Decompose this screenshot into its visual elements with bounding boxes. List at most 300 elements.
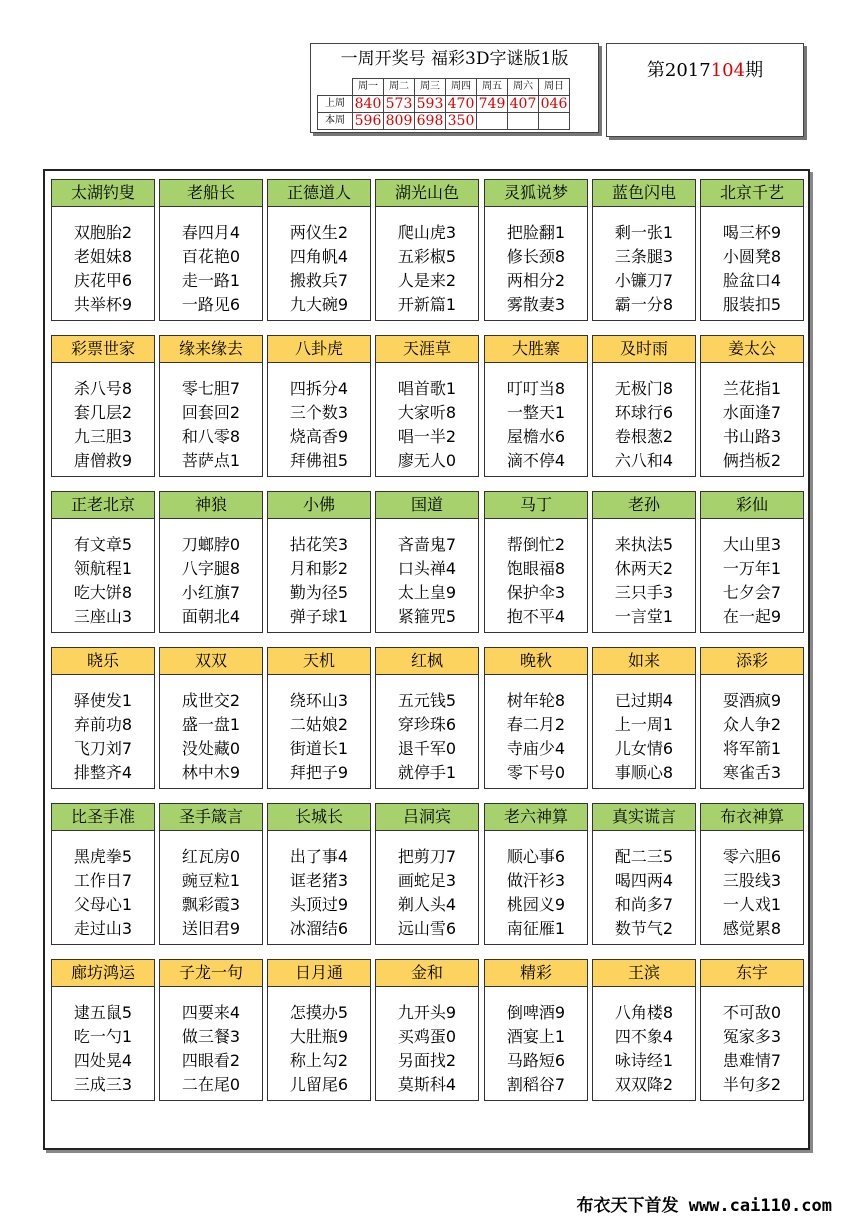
riddle-card [700,491,804,633]
riddle-card [51,647,155,789]
draw-number [477,113,508,130]
draw-number: 596 [353,113,384,130]
riddle-card [267,179,371,321]
riddle-line: 南征雁1 [506,919,566,938]
card-items [593,207,695,317]
card-title: 真实谎言 [593,804,695,831]
card-items [485,363,587,473]
riddle-line: 和尚多7 [614,895,674,914]
riddle-line: 吃一勺1 [73,1027,133,1046]
riddle-line: 四拆分4 [289,379,349,398]
card-title: 正老北京 [52,492,154,519]
riddle-line: 退千军0 [397,739,457,758]
card-items [593,831,695,941]
riddle-line: 成世交2 [181,691,241,710]
card-items [52,519,154,629]
riddle-line: 剩一张1 [614,223,674,242]
card-items [160,363,262,473]
card-items [52,363,154,473]
row-label: 上周 [318,96,353,113]
issue-prefix: 第2017 [646,60,711,81]
riddle-line: 勤为径5 [289,583,349,602]
riddle-line: 三条腿3 [614,247,674,266]
riddle-line: 酒宴上1 [506,1027,566,1046]
riddle-line: 无极门8 [614,379,674,398]
riddle-line: 服装扣5 [722,295,782,314]
card-items [701,987,803,1097]
riddle-line: 紧箍咒5 [397,607,457,626]
riddle-line: 另面找2 [397,1051,457,1070]
riddle-card [700,803,804,945]
riddle-line: 五元钱5 [397,691,457,710]
draw-number: 698 [415,113,446,130]
riddle-line: 三个数3 [289,403,349,422]
riddle-card [592,959,696,1101]
card-title: 及时雨 [593,336,695,363]
riddle-card [51,959,155,1101]
riddle-line: 父母心1 [73,895,133,914]
card-title: 东宇 [701,960,803,987]
riddle-line: 面朝北4 [181,607,241,626]
riddle-line: 把脸翻1 [506,223,566,242]
draw-number: 573 [384,96,415,113]
draw-number: 470 [446,96,477,113]
riddle-line: 红瓦房0 [181,847,241,866]
table-header-row [318,79,570,96]
riddle-line: 走一路1 [181,271,241,290]
riddle-card [51,803,155,945]
weekly-draw-title: 一周开奖号 福彩3D字谜版1版 [340,49,569,69]
riddle-line: 众人争2 [722,715,782,734]
footer-credit: 布衣天下首发 www.cai110.com [576,1196,832,1216]
card-title: 北京千艺 [701,180,803,207]
riddle-line: 有文章5 [73,535,133,554]
card-items [701,363,803,473]
riddle-line: 月和影2 [289,559,349,578]
card-items [485,519,587,629]
riddle-line: 事顺心8 [614,763,674,782]
riddle-line: 冰溜结6 [289,919,349,938]
riddle-line: 菩萨点1 [181,451,241,470]
riddle-line: 廖无人0 [397,451,457,470]
riddle-card [484,335,588,477]
riddle-card [159,179,263,321]
riddle-line: 做汗衫3 [506,871,566,890]
card-title: 如来 [593,648,695,675]
card-items [52,207,154,317]
card-title: 正德道人 [268,180,370,207]
riddle-line: 工作日7 [73,871,133,890]
riddle-card [484,491,588,633]
table-row [318,96,570,113]
card-title: 长城长 [268,804,370,831]
card-title: 蓝色闪电 [593,180,695,207]
riddle-line: 五彩椒5 [397,247,457,266]
riddle-line: 没处藏0 [181,739,241,758]
card-title: 红枫 [376,648,478,675]
riddle-line: 吝啬鬼7 [397,535,457,554]
riddle-line: 杀八号8 [73,379,133,398]
riddle-line: 脸盆口4 [722,271,782,290]
riddle-line: 帮倒忙2 [506,535,566,554]
riddle-line: 大家听8 [397,403,457,422]
riddle-line: 一整天1 [506,403,566,422]
riddle-line: 在一起9 [722,607,782,626]
riddle-line: 一言堂1 [614,607,674,626]
card-title: 布衣神算 [701,804,803,831]
weekly-draw-table [317,78,570,130]
riddle-line: 零七胆7 [181,379,241,398]
riddle-line: 诓老猪3 [289,871,349,890]
riddle-line: 吃大饼8 [73,583,133,602]
card-items [268,987,370,1097]
riddle-line: 豌豆粒1 [181,871,241,890]
card-title: 彩票世家 [52,336,154,363]
riddle-line: 黑虎拳5 [73,847,133,866]
card-title: 神狼 [160,492,262,519]
riddle-line: 口头禅4 [397,559,457,578]
riddle-card [592,491,696,633]
card-title: 马丁 [485,492,587,519]
riddle-line: 双双降2 [614,1075,674,1094]
riddle-line: 已过期4 [614,691,674,710]
card-title: 老孙 [593,492,695,519]
card-items [376,831,478,941]
riddle-line: 远山雪6 [397,919,457,938]
card-items [485,675,587,785]
riddle-card [592,179,696,321]
riddle-line: 四要来4 [181,1003,241,1022]
riddle-line: 绕环山3 [289,691,349,710]
riddle-card [51,179,155,321]
card-items [701,831,803,941]
card-title: 国道 [376,492,478,519]
riddle-card [375,179,479,321]
day-header: 周一 [353,79,384,96]
card-title: 吕洞宾 [376,804,478,831]
card-items [485,987,587,1097]
draw-number: 407 [508,96,539,113]
draw-number: 749 [477,96,508,113]
riddle-line: 一人戏1 [722,895,782,914]
card-items [485,831,587,941]
riddle-line: 来执法5 [614,535,674,554]
card-items [376,207,478,317]
draw-number: 809 [384,113,415,130]
riddle-line: 患难情7 [722,1051,782,1070]
riddle-line: 称上勾2 [289,1051,349,1070]
draw-number: 593 [415,96,446,113]
card-items [593,363,695,473]
card-items [376,363,478,473]
card-title: 添彩 [701,648,803,675]
row-label: 本周 [318,113,353,130]
riddle-card [375,647,479,789]
riddle-line: 喝四两4 [614,871,674,890]
draw-number [539,113,570,130]
riddle-line: 二姑娘2 [289,715,349,734]
card-title: 彩仙 [701,492,803,519]
issue-number: 104 [710,60,746,81]
riddle-line: 把剪刀7 [397,847,457,866]
riddle-line: 六八和4 [614,451,674,470]
riddle-line: 四处晃4 [73,1051,133,1070]
riddle-line: 寺庙少4 [506,739,566,758]
riddle-line: 盛一盘1 [181,715,241,734]
riddle-card [700,335,804,477]
card-title: 晚秋 [485,648,587,675]
issue-box [606,43,804,137]
draw-number: 046 [539,96,570,113]
card-items [593,987,695,1097]
issue-suffix: 期 [745,60,764,81]
riddle-line: 马路短6 [506,1051,566,1070]
riddle-line: 上一周1 [614,715,674,734]
riddle-line: 人是来2 [397,271,457,290]
riddle-line: 唱一半2 [397,427,457,446]
card-title: 姜太公 [701,336,803,363]
riddle-line: 修长颈8 [506,247,566,266]
riddle-card [267,959,371,1101]
riddle-line: 休两天2 [614,559,674,578]
riddle-line: 喝三杯9 [722,223,782,242]
card-title: 廊坊鸿运 [52,960,154,987]
riddle-line: 儿女情6 [614,739,674,758]
riddle-line: 数节气2 [614,919,674,938]
card-items [485,207,587,317]
riddle-card [267,335,371,477]
riddle-line: 小镰刀7 [614,271,674,290]
card-items [593,675,695,785]
riddle-line: 三座山3 [73,607,133,626]
riddle-line: 霸一分8 [614,295,674,314]
card-title: 圣手箴言 [160,804,262,831]
riddle-card [592,335,696,477]
card-items [268,363,370,473]
riddle-line: 顺心事6 [506,847,566,866]
riddle-card [700,179,804,321]
riddle-line: 儿留尾6 [289,1075,349,1094]
riddle-card [700,647,804,789]
riddle-line: 走过山3 [73,919,133,938]
riddle-line: 饱眼福8 [506,559,566,578]
riddle-line: 拜佛祖5 [289,451,349,470]
riddle-line: 四角帆4 [289,247,349,266]
day-header: 周五 [477,79,508,96]
riddle-card [51,491,155,633]
riddle-line: 头顶过9 [289,895,349,914]
riddle-line: 飘彩霞3 [181,895,241,914]
riddle-card [375,491,479,633]
riddle-card [375,335,479,477]
riddle-line: 怎摸办5 [289,1003,349,1022]
riddle-line: 送旧君9 [181,919,241,938]
riddle-card [159,647,263,789]
riddle-line: 飞刀刘7 [73,739,133,758]
riddle-card [159,803,263,945]
riddle-line: 九开头9 [397,1003,457,1022]
card-title: 日月通 [268,960,370,987]
riddle-line: 街道长1 [289,739,349,758]
riddle-line: 两仪生2 [289,223,349,242]
riddle-line: 八字腿8 [181,559,241,578]
riddle-line: 零六胆6 [722,847,782,866]
card-title: 双双 [160,648,262,675]
draw-number: 350 [446,113,477,130]
riddle-line: 老姐妹8 [73,247,133,266]
riddle-line: 弹子球1 [289,607,349,626]
riddle-line: 九大碗9 [289,295,349,314]
riddle-line: 唐僧救9 [73,451,133,470]
card-items [52,675,154,785]
card-title: 八卦虎 [268,336,370,363]
riddle-line: 水面逢7 [722,403,782,422]
riddle-line: 兰花指1 [722,379,782,398]
riddle-line: 三股线3 [722,871,782,890]
riddle-line: 春二月2 [506,715,566,734]
card-items [701,207,803,317]
day-header: 周日 [539,79,570,96]
riddle-line: 滴不停4 [506,451,566,470]
riddle-line: 百花艳0 [181,247,241,266]
riddle-card [159,491,263,633]
draw-number: 840 [353,96,384,113]
riddle-line: 七夕会7 [722,583,782,602]
riddle-line: 桃园义9 [506,895,566,914]
table-row [318,113,570,130]
riddle-line: 刀螂脖0 [181,535,241,554]
riddle-line: 买鸡蛋0 [397,1027,457,1046]
day-header: 周二 [384,79,415,96]
riddle-line: 割稻谷7 [506,1075,566,1094]
riddle-line: 做三餐3 [181,1027,241,1046]
riddle-line: 三只手3 [614,583,674,602]
riddle-line: 两相分2 [506,271,566,290]
issue-label [607,56,803,82]
riddle-line: 林中木9 [181,763,241,782]
riddle-line: 一万年1 [722,559,782,578]
riddle-line: 弃前功8 [73,715,133,734]
riddle-line: 领航程1 [73,559,133,578]
day-header: 周三 [415,79,446,96]
card-items [376,675,478,785]
riddle-card [484,803,588,945]
riddle-line: 出了事4 [289,847,349,866]
day-header: 周四 [446,79,477,96]
card-items [160,675,262,785]
card-title: 缘来缘去 [160,336,262,363]
riddle-line: 搬救兵7 [289,271,349,290]
riddle-line: 不可敌0 [722,1003,782,1022]
riddle-line: 排整齐4 [73,763,133,782]
riddle-line: 抱不平4 [506,607,566,626]
card-items [376,987,478,1097]
card-items [52,831,154,941]
riddle-line: 拜把子9 [289,763,349,782]
day-header: 周六 [508,79,539,96]
card-items [160,831,262,941]
riddle-card [159,959,263,1101]
riddle-line: 半句多2 [722,1075,782,1094]
card-items [701,519,803,629]
card-title: 老船长 [160,180,262,207]
riddle-line: 屋檐水6 [506,427,566,446]
riddle-line: 庆花甲6 [73,271,133,290]
card-title: 天涯草 [376,336,478,363]
riddle-card [484,647,588,789]
riddle-line: 卷根葱2 [614,427,674,446]
riddle-line: 树年轮8 [506,691,566,710]
riddle-line: 莫斯科4 [397,1075,457,1094]
riddle-line: 和八零8 [181,427,241,446]
riddle-line: 爬山虎3 [397,223,457,242]
riddle-line: 四不象4 [614,1027,674,1046]
riddle-line: 叮叮当8 [506,379,566,398]
riddle-line: 倒啤酒9 [506,1003,566,1022]
card-title: 比圣手准 [52,804,154,831]
card-items [268,519,370,629]
card-title: 老六神算 [485,804,587,831]
card-items [268,675,370,785]
riddle-line: 唱首歌1 [397,379,457,398]
draw-number [508,113,539,130]
riddle-line: 剃人头4 [397,895,457,914]
riddle-line: 三成三3 [73,1075,133,1094]
riddle-card [375,959,479,1101]
riddle-line: 小红旗7 [181,583,241,602]
card-items [593,519,695,629]
riddle-line: 雾散妻3 [506,295,566,314]
riddle-card [267,803,371,945]
riddle-card [484,959,588,1101]
card-items [268,831,370,941]
riddle-card [267,647,371,789]
card-title: 小佛 [268,492,370,519]
riddle-line: 双胞胎2 [73,223,133,242]
riddle-line: 穿珍珠6 [397,715,457,734]
riddle-grid [43,169,810,1150]
card-items [268,207,370,317]
riddle-card [700,959,804,1101]
riddle-line: 春四月4 [181,223,241,242]
riddle-line: 配二三5 [614,847,674,866]
riddle-line: 驿使发1 [73,691,133,710]
riddle-line: 四眼看2 [181,1051,241,1070]
riddle-card [592,647,696,789]
riddle-line: 拈花笑3 [289,535,349,554]
card-items [160,207,262,317]
card-title: 天机 [268,648,370,675]
riddle-line: 耍酒疯9 [722,691,782,710]
riddle-line: 寒雀舌3 [722,763,782,782]
riddle-card [484,179,588,321]
card-title: 太湖钓叟 [52,180,154,207]
riddle-line: 零下号0 [506,763,566,782]
riddle-line: 将军箭1 [722,739,782,758]
riddle-line: 冤家多3 [722,1027,782,1046]
riddle-line: 书山路3 [722,427,782,446]
riddle-card [375,803,479,945]
riddle-line: 一路见6 [181,295,241,314]
card-title: 晓乐 [52,648,154,675]
riddle-line: 九三胆3 [73,427,133,446]
card-items [52,987,154,1097]
card-title: 子龙一句 [160,960,262,987]
riddle-line: 小圆凳8 [722,247,782,266]
riddle-line: 太上皇9 [397,583,457,602]
riddle-line: 保护伞3 [506,583,566,602]
card-title: 湖光山色 [376,180,478,207]
